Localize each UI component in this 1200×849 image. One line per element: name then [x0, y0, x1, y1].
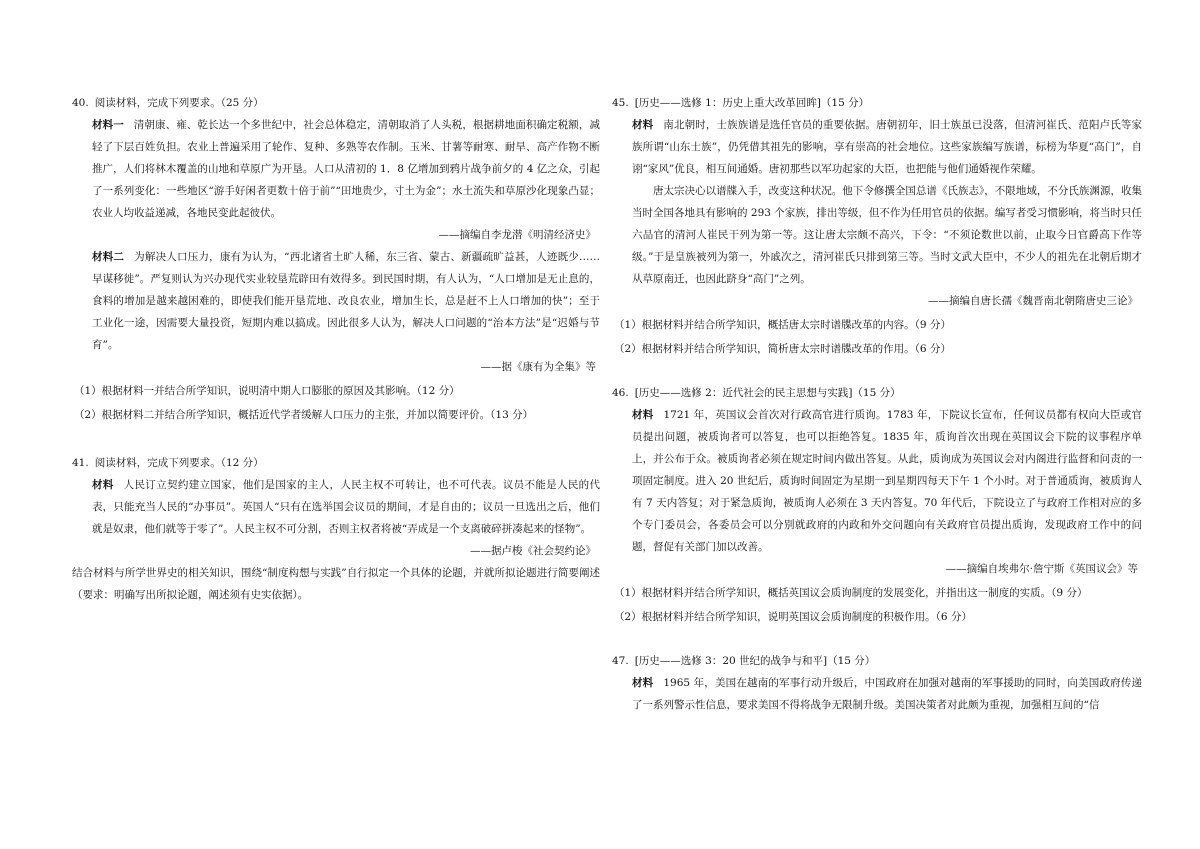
material-text: 为解决人口压力，康有为认为，“西北诸省土旷人稀，东三省、蒙古、新疆疏旷益甚，人迹既少……早谋移徙”。严复则认为兴办现代实业较垦荒辟田有效得多。到民国时期，有人认为，“人口增加是无止息的，食料的增加是越来越困难的，即使我们能开垦荒地、改良农业，增加生长，总是赶不上人口增加的快”；至于工业化一途，因需要大量投资，短期内难以搞成。因此很多人认为，解决人口问题的“治本方法”是“迟婚与节育”。	[92, 251, 601, 351]
sub-question-2: （2）根据材料并结合所学知识，说明英国议会质询制度的积极作用。（6 分）	[614, 611, 972, 623]
sub-question-1: （1）根据材料并结合所学知识，概括唐太宗时谱牒改革的内容。（9 分）	[614, 319, 951, 331]
question-number: 47.	[612, 655, 629, 667]
right-column	[612, 92, 1142, 718]
left-column	[72, 92, 600, 608]
material-label: 材料	[632, 677, 654, 689]
material	[632, 114, 1142, 180]
material-label: 材料	[632, 409, 654, 421]
material-text-2: 唐太宗决心以谱牒入手，改变这种状况。他下令修撰全国总谱《氏族志》，不限地域，不分氏族渊源，收集当时全国各地具有影响的 293 个家族，排出等级，但不作为任用官员的依据。编写者受习惯影响，将当时只任六品官的清河人崔民干列为第一等。这让唐太宗颇不高兴，下令：“不须论数世以前，止取今日官爵高下作等级。”于是皇族被列为第一，外戚次之，清河崔氏只排到第三等。当时文武大臣中，不少人的祖先在北朝后期才从草原南迁，也因此跻身“高门”之列。	[632, 185, 1142, 285]
question-45-header	[612, 92, 1142, 114]
material-source: ——摘编自唐长孺《魏晋南北朝隋唐史三论》	[928, 295, 1138, 307]
material-source: ——摘编自李龙潜《明清经济史》	[438, 229, 596, 241]
question-number: 45.	[612, 97, 629, 109]
material	[632, 404, 1142, 558]
material-label: 材料	[92, 479, 114, 491]
material-2	[92, 246, 600, 356]
question-47	[612, 650, 1142, 716]
question-47-header	[612, 650, 1142, 672]
question-47-body	[612, 672, 1142, 716]
question-title: 阅读材料，完成下列要求。（25 分）	[94, 97, 264, 109]
sub-question-2: （2）根据材料并结合所学知识，简析唐太宗时谱牒改革的作用。（6 分）	[614, 343, 951, 355]
question-title: [历史——选修 3：20 世纪的战争与和平]（15 分）	[634, 655, 876, 667]
question-46	[612, 382, 1142, 628]
question-46-body	[612, 404, 1142, 580]
material-text: 1721 年，英国议会首次对行政高官进行质询。1783 年，下院议长宣布，任何议员都有权向大臣或官员提出问题，被质询者可以答复，也可以拒绝答复。1835 年，质询首次出现在英国议会下院的议事程序单上，并公布于众。被质询者必须在规定时间内做出答复。从此，质询成为英国议会对内阁进行监督和问责的一项固定制度。进入 20 世纪后，质询时间固定为星期一到星期四每天下午 1 个小时。对于普通质询，被质询人有 7 天内答复；对于紧急质询，被质询人必须在 3 天内答复。70 年代后，下院设立了与政府工作相对应的多个专门委员会，各委员会可以分别就政府的内政和外交问题向有关政府官员提出质询，发现政府工作中的问题，督促有关部门加以改善。	[632, 409, 1142, 553]
question-41	[72, 452, 600, 606]
sub-question-2: （2）根据材料二并结合所学知识，概括近代学者缓解人口压力的主张，并加以简要评价。（13 分）	[74, 409, 534, 421]
material-1	[92, 114, 600, 224]
question-41-header	[72, 452, 600, 474]
material-source: ——摘编自埃弗尔·詹宁斯《英国议会》等	[945, 563, 1138, 575]
material-text: 1965 年，美国在越南的军事行动升级后，中国政府在加强对越南的军事援助的同时，向美国政府传递了一系列警示性信息，要求美国不得将战争无限制升级。美国决策者对此颇为重视，加强相互间的“信	[632, 677, 1143, 711]
task-instruction: 结合材料与所学世界史的相关知识，围绕“制度构想与实践”自行拟定一个具体的论题，并就所拟论题进行简要阐述（要求：明确写出所拟论题，阐述须有史实依据）。	[72, 567, 600, 601]
question-title: 阅读材料，完成下列要求。（12 分）	[94, 457, 264, 469]
material	[632, 672, 1142, 716]
question-title: [历史——选修 1：历史上重大改革回眸]（15 分）	[634, 97, 870, 109]
question-number: 46.	[612, 387, 629, 399]
question-45	[612, 92, 1142, 360]
material-text: 人民订立契约建立国家，他们是国家的主人，人民主权不可转让，也不可代表。议员不能是人民的代表，只能充当人民的“办事员”。英国人“只有在选举国会议员的期间，才是自由的；议员一旦选出之后，他们就是奴隶，他们就等于零了”。人民主权不可分割，否则主权者将被“弄成是一个支离破碎拼凑起来的怪物”。	[92, 479, 601, 535]
material-label: 材料一	[92, 119, 124, 131]
material-source: ——据《康有为全集》等	[480, 361, 596, 373]
material	[92, 474, 600, 540]
material-text: 清朝康、雍、乾长达一个多世纪中，社会总体稳定，清朝取消了人头税，根据耕地面积确定税额，减轻了下层百姓负担。农业上普遍采用了轮作、复种、多熟等农作制。玉米、甘薯等耐寒、耐旱、高产作物不断推广，人们将林木覆盖的山地和草原广为开垦。人口从清初的 1．8 亿增加到鸦片战争前夕的 4 亿之众，引起了一系列变化：一些地区“游手好闲者更数十倍于前”“田地贵少，寸土为金”；水土流失和草原沙化现象凸显；农业人均收益递减，各地民变此起彼伏。	[92, 119, 601, 219]
question-title: [历史——选修 2：近代社会的民主思想与实践]（15 分）	[634, 387, 901, 399]
question-40-body	[72, 114, 600, 378]
question-40-header	[72, 92, 600, 114]
material-text: 南北朝时，士族族谱是选任官员的重要依据。唐朝初年，旧士族虽已没落，但清河崔氏、范阳卢氏等家族所谓“山东士族”，仍凭借其祖先的影响，享有崇高的社会地位。这些家族编写族谱，标榜为华夏“高门”，自诩“家风”优良，相互间通婚。唐初那些以军功起家的大臣，也把能与他们通婚视作荣耀。	[632, 119, 1143, 175]
question-45-body	[612, 114, 1142, 312]
question-41-body	[72, 474, 600, 562]
question-46-header	[612, 382, 1142, 404]
sub-question-1: （1）根据材料一并结合所学知识，说明清中期人口膨胀的原因及其影响。（12 分）	[74, 385, 460, 397]
question-number: 41.	[72, 457, 89, 469]
sub-question-1: （1）根据材料并结合所学知识，概括英国议会质询制度的发展变化，并指出这一制度的实质。（9 分）	[614, 587, 1088, 599]
material-label: 材料	[632, 119, 654, 131]
material-label: 材料二	[92, 251, 125, 263]
question-40	[72, 92, 600, 426]
question-number: 40.	[72, 97, 89, 109]
material-source: ——据卢梭《社会契约论》	[470, 545, 596, 557]
